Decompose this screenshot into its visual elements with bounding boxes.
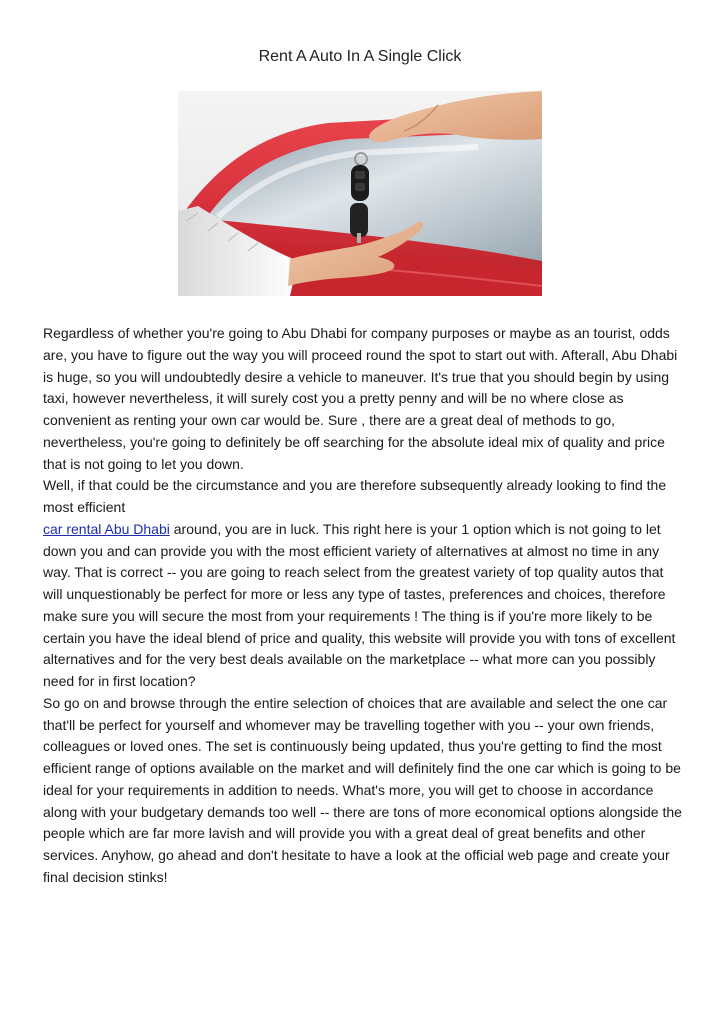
- car-rental-link[interactable]: car rental Abu Dhabi: [43, 520, 170, 537]
- article-body: [43, 323, 683, 889]
- page-title: Rent A Auto In A Single Click: [258, 48, 462, 65]
- paragraph-2: [43, 475, 683, 693]
- paragraph-3: So go on and browse through the entire selection of choices that are available and select the one car that'll be perfect for yourself and whomever may be travelling together with you -- your own friends, colleagues or loved ones. The set is continuously being updated, thus you're getting to find the most efficient range of options available on the market and will definitely find the one car which is going to be ideal for your requirements in addition to needs. What's more, you will get to choose in accordance along with your budgetary demands too well -- there are tons of more economical options alongside the people which are far more lavish and will provide you with a great deal of great benefits and other services. Anyhow, go ahead and don't hesitate to have a look at the official web page and create your final decision stinks!: [43, 694, 682, 885]
- paragraph-2-rest: around, you are in luck. This right here is your 1 option which is not going to let down you and can provide you with the most efficient variety of alternatives at almost no time in any way. That is correct -- you are going to reach select from the greatest variety of top quality autos that will unquestionably be perfect for more or less any type of tastes, preferences and choices, therefore make sure you will secure the most from your requirements ! The thing is if you're more likely to be certain you have the ideal blend of price and quality, this website will provide you with tons of excellent alternatives and for the very best deals available on the marketplace -- what more can you possibly need for in first location?: [43, 520, 676, 689]
- paragraph-1: Regardless of whether you're going to Abu Dhabi for company purposes or maybe as an tourist, odds are, you have to figure out the way you will proceed round the spot to start out with. Afterall, Abu Dhabi is huge, so you will undoubtedly desire a vehicle to maneuver. It's true that you should begin by using taxi, however nevertheless, it will surely cost you a pretty penny and will be no where close as convenient as renting your own car would be. Sure , there are a great deal of methods to go, nevertheless, you're going to definitely be off searching for the absolute ideal mix of quality and price that is not going to let you down.: [43, 325, 678, 472]
- car-key-handover-image: [178, 91, 542, 296]
- paragraph-2-intro: Well, if that could be the circumstance and you are therefore subsequently already looking to find the most efficient: [43, 477, 667, 515]
